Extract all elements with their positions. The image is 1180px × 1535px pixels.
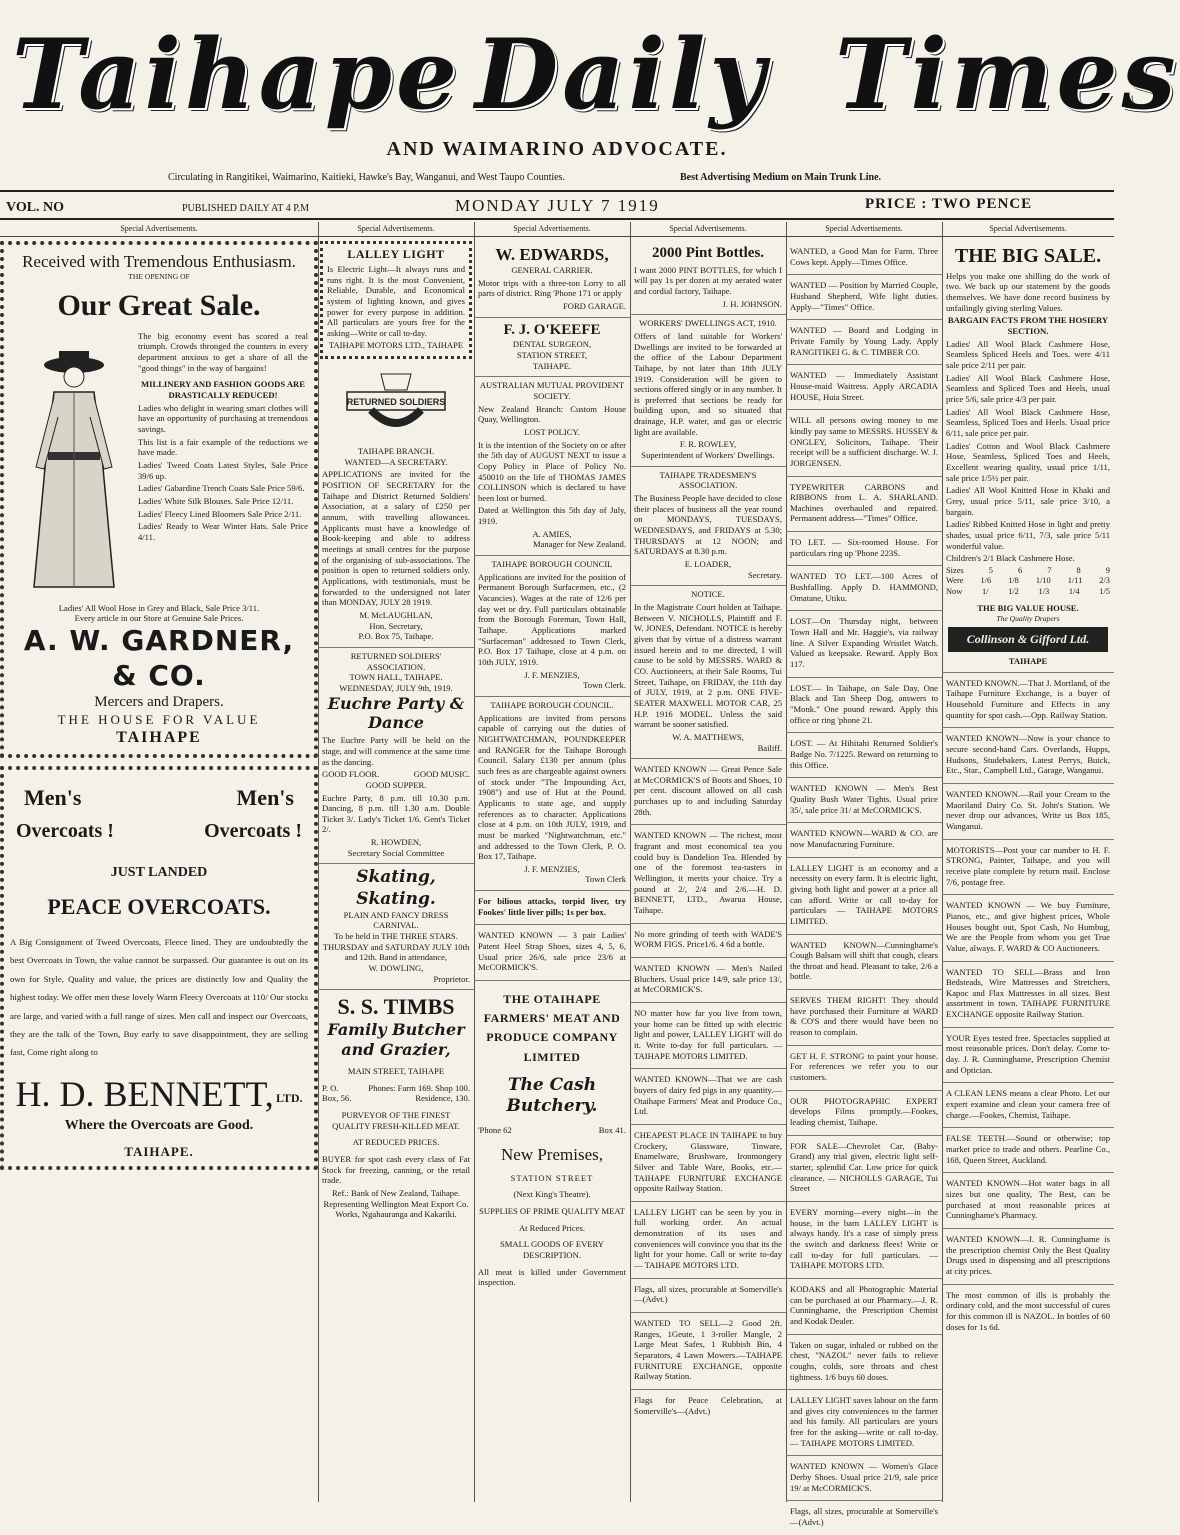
bottles-ad: [630, 241, 786, 315]
gardner-sale-title: Our Great Sale.: [57, 289, 261, 323]
edwards-garage: FORD GARAGE.: [562, 301, 626, 312]
council2-head: TAIHAPE BOROUGH COUNCIL.: [490, 699, 614, 710]
small-ad-text: OUR PHOTOGRAPHIC EXPERT develops Films promptly.—Fookes, leading chemist, Taihape.: [790, 1095, 938, 1128]
gardner-ladies: Ladies who delight in wearing smart clothes will have an opportunity of purchasing at tremendous savings.: [138, 402, 308, 434]
best-medium-note: Best Advertising Medium on Main Trunk Line.: [680, 172, 882, 183]
big-sale-item: Ladies' Ribbed Knitted Hose in light and pretty shades, usual price 6/11, 7/3, sale price 5/11 wonderful value.: [946, 519, 1110, 551]
euchre-music: GOOD MUSIC.: [413, 769, 470, 780]
dwellings-body: Offers of land suitable for Workers' Dwellings are invited to be forwarded at the office of the Labour Department Taihape, by not later than 18th JULY 1919. Consideration will be given to sections offered singly or in any number. It is preferred that sections be ready for building upon, and so situated that drainage, H.P. water, and gas or electric light are available.: [634, 330, 782, 437]
tradesmen-body: The Business People have decided to close their places of business all the year round on MONDAYS, TUESDAYS, WEDNESDAYS, and FRIDAYS at 5.30; THURSDAYS at 12 NOON; and SATURDAYS at 8.30 p.m.: [634, 493, 782, 557]
okeefe-town: TAIHAPE.: [532, 360, 572, 371]
small-ad: [786, 1091, 942, 1136]
small-ad: [630, 1003, 786, 1069]
small-ad: [942, 962, 1114, 1028]
masthead-times: Times: [835, 18, 1180, 131]
edwards-body: Motor trips with a three-ton Lorry to all parts of district. Ring 'Phone 171 or apply: [478, 277, 626, 299]
masthead-daily: Daily: [475, 18, 770, 131]
small-ad: [786, 1501, 942, 1534]
small-ad: [786, 275, 942, 320]
small-ad: [630, 958, 786, 1003]
were-cell: 1/11: [1067, 576, 1083, 586]
council-nightwatchman-ad: [474, 697, 630, 891]
small-ad-text: KODAKS and all Photographic Material can be purchased at our Pharmacy.—J. R. Cunninghame, the Prescription Chemist and Kodak Dealer.: [790, 1283, 938, 1326]
collinson-logo-top: The Quality Drapers: [996, 613, 1060, 623]
big-sale-item: Ladies' All Wool Black Cashmere Hose, Seamless Spliced Heels and Toes. were 4/11 sale price 2/11 per pair.: [946, 338, 1110, 371]
small-ad: [786, 1390, 942, 1456]
small-ad-text: WANTED KNOWN.—Rail your Cream to the Maoriland Dairy Co. St. John's Station. We never drop our advances, Write us Box 185, Wanganui.: [946, 788, 1110, 831]
timbs-name: S. S. TIMBS: [337, 994, 455, 1020]
now-cell: 1/5: [1099, 586, 1110, 596]
small-ad-text: WANTED KNOWN—Cunninghame's Cough Balsam will shift that cough, clears the throat and head. Pleasant to take, 2/6 a bottle.: [790, 939, 938, 982]
timbs-reduced: AT REDUCED PRICES.: [352, 1137, 440, 1148]
rsa-body: APPLICATIONS are invited for the POSITION OF SECRETARY for the Taihape and District Returned Soldiers' Association, at a salary of £250 per annum, with travelling allowances. Applicants must have a knowledge of Book-keeping and able to address meetings at small centres for the purpose of the organising of sub-associations. The position is open to returned soldiers only. Applications, with testimonials, must be forwarded to the undersigned not later than MONDAY, JULY 28 1919.: [322, 469, 470, 608]
tradesmen-ad: [630, 467, 786, 587]
timbs-buyer: BUYER for spot cash every class of Fat Stock for freezing, canning, or the retail trade.: [322, 1154, 470, 1186]
otaihape-supplies: SUPPLIES OF PRIME QUALITY MEAT: [479, 1206, 625, 1217]
euchre-ad: [318, 648, 474, 865]
size-cell: 6: [1018, 565, 1023, 575]
dwellings-ad: [630, 315, 786, 467]
small-ad-text: WANTED TO LET.—100 Acres of Bushfalling. Apply D. HAMMOND, Omatane, Utiku.: [790, 571, 938, 603]
column-3: [474, 222, 630, 1502]
amp-sig-name: A. AMIES,: [532, 528, 572, 539]
big-sale-bargain: BARGAIN FACTS FROM THE HOSIERY SECTION.: [947, 315, 1109, 337]
were-row: [946, 576, 1110, 586]
now-row: [946, 587, 1110, 597]
gardner-millinery: MILLINERY AND FASHION GOODS ARE DRASTICALLY REDUCED!: [141, 379, 305, 400]
column-6: [942, 222, 1114, 1502]
bennett-mens-left: Men's: [24, 784, 82, 810]
otaihape-meat-ad: [474, 981, 630, 1295]
bennett-name: H. D. BENNETT,: [15, 1073, 274, 1114]
small-ad: [786, 935, 942, 991]
small-ad-text: TYPEWRITER CARBONS and RIBBONS from L. A. SHARLAND. Machines overhauled and repaired. Permanent address—"Times" Office.: [790, 481, 938, 524]
small-ad: [630, 924, 786, 958]
small-ad: [630, 759, 786, 825]
column-label: Special Advertisements.: [318, 222, 474, 237]
small-ad: [786, 1202, 942, 1279]
small-ad-text: WANTED KNOWN—Now is your chance to secure second-hand Cars. Overlands, Hupps, Hudsons, Studebakers, Latest Perrys, Buick, Etc., Star., Campbell Ltd., Garage, Wanganui.: [946, 733, 1110, 776]
small-ad-text: Taken on sugar, inhaled or rubbed on the chest, "NAZOL" never fails to relieve coughs, colds, sore throats and chest tightness. 1/6 buys 60 doses.: [790, 1339, 938, 1382]
big-value-house: THE BIG VALUE HOUSE.: [977, 603, 1079, 614]
issue-date: MONDAY JULY 7 1919: [455, 196, 660, 215]
otaihape-killed: All meat is killed under Government inspection.: [478, 1266, 626, 1288]
euchre-head2: TOWN HALL, TAIHAPE. WEDNESDAY, JULY 9th, 1919.: [339, 672, 453, 693]
okeefe-name: F. J. O'KEEFE: [503, 321, 601, 338]
skating-sig-title: Proprietor.: [433, 973, 470, 984]
small-ad-text: Flags for Peace Celebration, at Somerville's—(Advt.): [634, 1395, 782, 1416]
small-ad: [630, 825, 786, 923]
amp-sig-title: Manager for New Zealand.: [532, 539, 626, 550]
okeefe-trade: DENTAL SURGEON,: [512, 339, 592, 350]
small-ad: [786, 990, 942, 1046]
small-ad: [786, 858, 942, 935]
gardner-item: Ladies' Tweed Coats Latest Styles, Sale Price 39/6 up.: [138, 459, 308, 481]
edwards-name: W. EDWARDS,: [495, 245, 609, 264]
bennett-ad: [0, 766, 318, 1170]
amp-branch: New Zealand Branch: Custom House Quay, Wellington.: [478, 403, 626, 425]
small-ad: [630, 1125, 786, 1202]
small-ad-text: WANTED KNOWN.—That J. Mortland, of the Taihape Furniture Exchange, is a buyer of Household Furniture and Effects in any quantity for spot cash.—Opp. Railway Station.: [946, 677, 1110, 720]
gardner-item: Ladies' White Silk Blouses. Sale Price 12/11.: [138, 495, 294, 506]
published-note: PUBLISHED DAILY AT 4 P.M: [182, 203, 310, 214]
were-cell: 1/10: [1035, 576, 1051, 586]
otaihape-goods: SMALL GOODS OF EVERY DESCRIPTION.: [499, 1239, 604, 1260]
big-sale-item: Ladies' Cotton and Wool Black Cashmere Hose, Seamless, Spliced Toes and Heels, Excellent wearing quality, usual price 1/11, sale price 1/5½ per pair.: [946, 440, 1110, 483]
euchre-sig-name: R. HOWDEN,: [370, 837, 422, 848]
small-ad-text: WANTED TO SELL—Brass and Iron Bedsteads, Wire Mattresses and Stretchers, Kapoc and Flax Mattresses in all sizes. Best assortment in town. TAIHAPE FURNITURE EXCHANGE opposite Railway Station.: [946, 966, 1110, 1020]
small-ad-text: A CLEAN LENS means a clear Photo. Let our expert examine and clean your camera free of charge.—Fookes, Chemist, Taihape.: [946, 1088, 1110, 1120]
small-ad: [942, 1083, 1114, 1128]
now-cell: 1/3: [1038, 586, 1050, 596]
size-cell: 8: [1076, 565, 1081, 575]
timbs-trade: Family Butcher and Grazier,: [327, 1020, 465, 1060]
small-ad-text: LALLEY LIGHT can be seen by you in full working order. An actual demonstration of its uses and conveniences will convince you that its the light for your home. Call or write to-day — TAIHAPE MOTORS LTD.: [634, 1206, 782, 1271]
gardner-item: Ladies' Gabardine Trench Coats Sale Price 59/6.: [138, 483, 305, 494]
big-sale-intro: Helps you make one shilling do the work of two. We back up our statement by the goods themselves. We have done record business by unfailingly giving sterling Values.: [946, 270, 1110, 313]
small-ad-text: FOR SALE—Chevrolet Car, (Baby-Grand) any trial given, electric light self-starter, splendid Car. Low price for quick clearance. — NICHOLLS GARAGE, Tui Street: [790, 1140, 938, 1194]
column-label: Special Advertisements.: [786, 222, 942, 237]
timbs-purveyor: PURVEYOR OF THE FINEST QUALITY FRESH-KILLED MEAT.: [332, 1110, 460, 1131]
top-rule: [0, 190, 1114, 192]
gardner-item: Ladies' Fleecy Lined Bloomers Sale Price 2/11.: [138, 508, 302, 519]
masthead: [0, 0, 1180, 230]
skating-body: To be held in THE THREE STARS. THURSDAY and SATURDAY JULY 10th and 12th. Band in attendance,: [322, 930, 470, 963]
liver-pills-ad: [474, 891, 630, 925]
euchre-times: Euchre Party, 8 p.m. till 10.30 p.m. Dancing, 8 p.m. till 1.30 a.m. Double Ticket 3/. Lady's Ticket 1/6. Gent's Ticket 2/.: [322, 792, 470, 835]
small-ad: [942, 1128, 1114, 1173]
notice-sig-name: W. A. MATTHEWS,: [672, 731, 744, 742]
skating-sub: PLAIN AND FANCY DRESS CARNIVAL.: [343, 909, 449, 931]
small-ad-text: Flags, all sizes, procurable at Somerville's—(Advt.): [634, 1283, 782, 1305]
small-ad-text: LALLEY LIGHT saves labour on the farm and gives city conveniences to the farmer and his family. All particulars are yours free for the asking—write or call to-day. — TAIHAPE MOTORS LIMITED.: [790, 1395, 938, 1448]
collinson-town: TAIHAPE: [1008, 656, 1048, 667]
tradesmen-head: TAIHAPE TRADESMEN'S ASSOCIATION.: [659, 469, 757, 491]
gardner-hose: Ladies' All Wool Hose in Grey and Black, Sale Price 3/11.: [58, 602, 260, 613]
notice-ad: [630, 586, 786, 759]
small-ad-text: WANTED KNOWN—J. R. Cunninghame is the prescription chemist Only the Best Quality Drugs used in dispensing and all prescriptions at city prices.: [946, 1233, 1110, 1276]
small-ad-text: CHEAPEST PLACE IN TAIHAPE to buy Crockery, Glassware, Tinware, Enamelware, Brushware, Ironmongery Silver and Table Ware, Books, etc.—TAIHAPE FURNITURE EXCHANGE opposite Railway Station.: [634, 1129, 782, 1194]
gardner-headline: Received with Tremendous Enthusiasm.: [22, 252, 296, 271]
timbs-po: P. O. Box, 56.: [322, 1082, 352, 1104]
rsa-sig-address: P.O. Box 75, Taihape.: [358, 631, 434, 642]
small-ad-text: LOST.— In Taihape, on Sale Day, One Black and Tan Sheep Dog, answers to "Monk." One pound reward. Apply this office or ring 'phone 21.: [790, 682, 938, 725]
bennett-body: A Big Consignment of Tweed Overcoats, Fleece lined. They are undoubtedly the best Overcoats in Town, the value cannot be surpassed. Our guarantee is out on its own for Style, Quality and value, the prices are distinctly low and Quality the highest today. We offer men these lovely Warm Fleecy Overcoats at 110/ Our stocks are large, and varied with a full range of sizes. Men call and inspect our Overcoats, they are the talk of the Town, Buy early to save disappointment, they are selling fast, Come right along to: [10, 936, 308, 1058]
column-label: Special Advertisements.: [942, 222, 1114, 237]
small-ad-text: EVERY morning—every night—in the house, in the barn LALLEY LIGHT is always handy. It's a case of simply press the switch and darkness flees! Write or call to-day for full particulars. — TAIHAPE MOTORS LTD.: [790, 1206, 938, 1271]
small-ad-text: WANTED — Position by Married Couple, Husband Shepherd, Wife light duties. Apply—"Times" Office.: [790, 280, 938, 312]
small-ad: [942, 1173, 1114, 1229]
council1-body: Applications are invited for the position of Permanent Borough Surfacemen, etc., (2 Vacancies). Wages at the rate of 12/6 per day wet or dry. Full particulars obtainable from the Borough Foreman, Town Hall, Taihape. Applications marked "Surfaceman" addressed to Town Clerk, P.O. Box 17 Taihape, close at 4 p.m. on 10th JULY, 1919.: [478, 571, 626, 668]
gardner-item: Ladies' Ready to Wear Winter Hats. Sale Price 4/11.: [138, 521, 308, 542]
subtitle: AND WAIMARINO ADVOCATE.: [386, 138, 728, 160]
small-ad-text: WANTED KNOWN—WARD & CO. are now Manufacturing Furniture.: [790, 828, 938, 849]
small-ad: [786, 1456, 942, 1501]
column-2: [318, 222, 474, 1502]
big-sale-ad: [942, 241, 1114, 673]
amp-lost: LOST POLICY.: [524, 426, 580, 437]
small-ad-text: WANTED — Board and Lodging in Private Family by Young Lady. Apply RANGITIKEI G. & C. TIMBER CO.: [790, 325, 938, 357]
amp-head: AUSTRALIAN MUTUAL PROVIDENT SOCIETY.: [479, 380, 625, 401]
small-ad: [786, 1279, 942, 1335]
volume: VOL. NO: [6, 200, 65, 215]
were-cell: 2/3: [1099, 576, 1110, 586]
now-cell: 1/: [981, 586, 989, 596]
size-cell: 9: [1105, 565, 1110, 575]
were-cell: 1/6: [980, 576, 992, 586]
now-label: Now: [946, 586, 963, 596]
now-cell: 1/4: [1068, 586, 1080, 596]
small-ad-text: WANTED — Immediately Assistant House-maid Waitress. Apply ARCADIA HOUSE, Huia Street.: [790, 370, 938, 402]
gardner-every: Every article in our Store at Genuine Sale Prices.: [74, 613, 244, 624]
euchre-body: The Euchre Party will be held on the stage, and will commence at the same time as the dancing.: [322, 735, 470, 767]
bottles-body: I want 2000 PINT BOTTLES, for which I will pay 1s per dozen at my aerated water and cordial factory, Taihape.: [634, 264, 782, 296]
column-label: Special Advertisements.: [0, 222, 318, 237]
big-sale-item: Ladies' All Wool Black Cashmere Hose, Seamless and Spliced Toes and Heels, usual price 5/6, sale price 4/3 per pair.: [946, 372, 1110, 405]
otaihape-premises: New Premises,: [501, 1144, 603, 1164]
small-ad: [942, 1229, 1114, 1285]
small-ad: [942, 840, 1114, 896]
small-ad-text: TO LET. — Six-roomed House. For particulars ring up 'Phone 223S.: [790, 537, 938, 558]
otaihape-box: Box 41.: [598, 1124, 626, 1135]
small-ad: [942, 728, 1114, 784]
timbs-street: MAIN STREET, TAIHAPE: [347, 1066, 445, 1077]
small-ad: [786, 778, 942, 823]
rsa-wanted: WANTED—A SECRETARY.: [344, 456, 448, 467]
small-ad-text: SERVES THEM RIGHT! They should have purchased their Furniture at WARD & CO'S and there would have been no reason to complain.: [790, 995, 938, 1038]
small-ad-text: WANTED KNOWN — Women's Glace Derby Shoes. Usual price 21/9, sale price 19/ at McCORMICK'S.: [790, 1461, 938, 1493]
okeefe-ad: [474, 318, 630, 378]
small-ad: [786, 823, 942, 857]
council2-sig-name: J. F. MENZIES,: [524, 863, 580, 874]
council1-head: TAIHAPE BOROUGH COUNCIL: [491, 559, 613, 570]
small-ad-text: WANTED KNOWN — Men's Best Quality Bush Water Tights. Usual price 35/, sale price 31/ at McCORMICK'S.: [790, 783, 938, 815]
council1-sig-name: J. F. MENZIES,: [524, 669, 580, 680]
small-ad: [786, 532, 942, 566]
small-ad-text: WANTED KNOWN — The richest, most fragrant and most economical tea you could buy is Dandelion Tea. Blended by one of the foremost tea-tasters in Wellington, it merits your choice. Try a pound at 2/, 2/4 and 2/6.—H. D. BENNETT, LTD., Awarua House, Taihape.: [634, 830, 782, 916]
edwards-trade: GENERAL CARRIER.: [511, 265, 593, 276]
size-cell: 5: [988, 565, 993, 575]
small-ad: [786, 1046, 942, 1091]
timbs-phones: Phones: Farm 169. Shop 100. Residence, 130.: [368, 1082, 470, 1104]
small-ad: [786, 611, 942, 677]
otaihape-next: (Next King's Theatre).: [513, 1189, 591, 1200]
small-ad: [786, 477, 942, 533]
small-ad-text: LOST. — At Hihitahi Returned Soldier's Badge No. 7/1225. Reward on returning to this Office.: [790, 738, 938, 770]
rsa-emblem-text: RETURNED SOLDIERS: [346, 397, 446, 408]
small-ad: [630, 1069, 786, 1125]
skating-sig-name: W. DOWLING,: [368, 962, 424, 973]
bennett-overcoats-left: Overcoats !: [16, 820, 114, 843]
gardner-intro: The big economy event has scored a real triumph. Crowds thronged the counters in every department anxious to get a share of all the "good things" in the way of bargains!: [138, 330, 308, 373]
rsa-secretary-ad: [318, 361, 474, 648]
lalley-title: LALLEY LIGHT: [347, 247, 445, 261]
small-ad: [786, 365, 942, 410]
small-ad: [786, 1335, 942, 1391]
amp-dated: Dated at Wellington this 5th day of July, 1919.: [478, 505, 626, 527]
rsa-branch: TAIHAPE BRANCH.: [357, 446, 435, 457]
size-cell: 7: [1047, 565, 1052, 575]
small-ad: [942, 1028, 1114, 1084]
small-ad: [630, 1202, 786, 1279]
small-ad-text: FALSE TEETH.—Sound or otherwise; top market price to trade and others. Pearline Co., 168, Queen Street, Auckland.: [946, 1133, 1110, 1165]
council-surfacemen-ad: [474, 556, 630, 697]
small-ad: [630, 1279, 786, 1313]
euchre-floor: GOOD FLOOR.: [322, 769, 380, 780]
big-sale-item: Ladies' All Wool Black Cashmere Hose, Seamless, Spliced Toes and Heels. Usual price 6/11, sale price per pair.: [946, 406, 1110, 438]
big-sale-item: Children's 2/1 Black Cashmere Hose.: [946, 553, 1075, 564]
otaihape-name: THE OTAIHAPE FARMERS' MEAT AND PRODUCE COMPANY LIMITED: [483, 992, 621, 1064]
otaihape-street: STATION STREET: [510, 1172, 594, 1183]
small-ad: [786, 678, 942, 734]
bennett-landed: JUST LANDED: [110, 865, 208, 881]
were-label: Were: [946, 576, 964, 586]
timbs-ref: Ref.: Bank of New Zealand, Taihape. Representing Wellington Meat Export Co. Works, Ngahauranga and Kakariki.: [323, 1188, 469, 1220]
gardner-opening: THE OPENING OF: [128, 272, 190, 282]
dwellings-sig-name: F. R. ROWLEY,: [679, 439, 737, 450]
gardner-ad: [0, 241, 318, 758]
gardner-motto: THE HOUSE FOR VALUE: [57, 712, 261, 728]
small-ad-text: WILL all persons owing money to me kindly pay same to MESSRS. HUSSEY & ONGLEY, Solicitors, Taihape. Their receipt will be a sufficient discharge. W. J. JORGENSEN.: [790, 415, 938, 468]
mccormick-ad: [474, 925, 630, 981]
gardner-name: A. W. GARDNER, & CO.: [23, 623, 295, 692]
gardner-trade: Mercers and Drapers.: [94, 694, 224, 711]
tradesmen-sig-name: E. LOADER,: [684, 559, 732, 569]
now-cell: 1/2: [1008, 586, 1019, 596]
bennett-mens-right: Men's: [236, 784, 294, 810]
amp-ad: [474, 377, 630, 556]
council2-sig-title: Town Clerk: [585, 874, 626, 885]
small-ad: [942, 895, 1114, 961]
liver-pills-text: For bilious attacks, torpid liver, try Fookes' little liver pills; 1s per box.: [478, 896, 626, 917]
small-ad: [786, 320, 942, 365]
euchre-head1: RETURNED SOLDIERS' ASSOCIATION.: [350, 650, 442, 672]
skating-ad: [318, 864, 474, 990]
small-ad-text: No more grinding of teeth with WADE'S WORM FIGS. Price1/6. 4 6d a bottle.: [634, 928, 782, 950]
small-ad-text: WANTED KNOWN — Men's Nailed Bluchers. Usual price 14/9, sale price 13/, at McCORMICK'S.: [634, 963, 782, 995]
notice-body: In the Magistrate Court holden at Taihape. Between V. NICHOLLS, Plaintiff and F. W. JONES, Defendant. NOTICE is hereby given that by virtue of a distress warrant issued herein and to me directed, I will cause to be sold by MESSRS. WARD & CO. Auctioneers, at their Sale Rooms, Tui Street, Taihape, on FRIDAY, the 11th day of JULY, 1919, at 2 p.m. ONE FIVE-SEATER MAXWELL MOTOR CAR, 25 H.P. 1916 MODEL. Unless the said warrant be sooner satisfied.: [634, 601, 782, 730]
small-ad-text: WANTED KNOWN—Hot water bags in all sizes but one quality, The Best, can be purchased at most reasonable prices at Cunninghame's Pharmacy.: [946, 1178, 1110, 1221]
small-ad: [942, 1285, 1114, 1340]
small-ad: [942, 784, 1114, 840]
small-ad-text: The most common of ills is probably the ordinary cold, and the most successful of cures for this common ill is NAZOL. In bottles of 60 doses for 1s 6d.: [946, 1289, 1110, 1332]
rsa-sig-name: M. McLAUGHLAN,: [359, 609, 433, 620]
rsa-sig-title: Hon. Secretary,: [369, 620, 423, 631]
euchre-title: Euchre Party & Dance: [327, 693, 465, 733]
okeefe-street: STATION STREET,: [516, 349, 588, 360]
amp-body: It is the intention of the Society on or after the 5th day of AUGUST NEXT to issue a Copy Policy in Place of Policy No. 450010 on the life of THOMAS JAMES COLLINSON which is declared to have been lost or burned.: [478, 439, 626, 503]
dwellings-sig-title: Superintendent of Workers' Dwellings.: [641, 450, 775, 461]
small-ad: [786, 566, 942, 611]
notice-sig-title: Bailiff.: [757, 742, 782, 753]
bennett-overcoats-right: Overcoats !: [204, 820, 302, 843]
big-sale-title: THE BIG SALE.: [954, 245, 1102, 267]
small-ad-text: WANTED KNOWN—That we are cash buyers of dairy fed pigs in any quantity.—Otaihape Farmers' Meat and Produce Co., Ltd.: [634, 1074, 782, 1117]
small-ad-text: MOTORISTS—Post your car number to H. F. STRONG, Painter, Taihape, and you will receive plate complete by return mail. Enclose 7/6, postage free.: [946, 844, 1110, 887]
euchre-sig-title: Secretary Social Committee: [347, 847, 445, 858]
tradesmen-sig-title: Secretary.: [747, 569, 782, 580]
small-ad-text: WANTED KNOWN — We buy Furniture, Pianos, etc., and give highest prices, Whole Houses bought out, Spot Cash, No Humbug, We are the People from whom you get True Value, always. F. WARD & CO Auctioneers.: [946, 900, 1110, 953]
lalley-body: Is Electric Light—It always runs and runs right. It is the most Convenient, Reliable, Durable, and Economical system of lighting known, and gives power for every purpose in addition. All particulars are yours free for the asking—Write or call to-day.: [327, 263, 465, 338]
bennett-ltd: LTD.: [275, 1091, 303, 1106]
big-sale-item: Ladies' All Wool Knitted Hose in Khaki and Grey, usual price 5/11, sale price 3/10, a bargain.: [946, 485, 1110, 517]
masthead-taihape: Taihape: [12, 18, 462, 131]
bottom-rule: [0, 218, 1114, 220]
were-cell: 1/8: [1008, 576, 1019, 586]
column-1: [0, 222, 318, 1502]
dwellings-head: WORKERS' DWELLINGS ACT, 1910.: [639, 318, 777, 329]
small-ad: [786, 241, 942, 275]
bennett-town: TAIHAPE.: [124, 1143, 194, 1159]
small-ad-text: YOUR Eyes tested free. Spectacles supplied at most reasonable prices. Don't delay. Come to-day. J. R. Cunninghame, Prescription Chemist and Optician.: [946, 1032, 1110, 1075]
circulation-note: Circulating in Rangitikei, Waimarino, Kaitieki, Hawke's Bay, Wanganui, and West Taupo Counties.: [168, 172, 565, 183]
lalley-light-ad: [320, 241, 472, 359]
small-ad-text: Flags, all sizes, procurable at Somerville's—(Advt.): [790, 1506, 938, 1528]
bennett-peace: PEACE OVERCOATS.: [47, 894, 271, 920]
small-ad: [630, 1313, 786, 1390]
small-ad: [786, 410, 942, 476]
mccormick-text: WANTED KNOWN — 3 pair Ladies' Patent Heel Strap Shoes, sizes 4, 5, 6, Usual price 26/6, sale price 23/6 at McCORMICK'S.: [478, 930, 626, 973]
sizes-label: Sizes: [946, 565, 964, 575]
small-ad-text: LOST—On Thursday night, between Town Hall and Mr. Haggie's, via railway line. A Silver Expanding Wristlet Watch. Valued as keepsake. Reward. Apply Box 117.: [790, 616, 938, 670]
column-label: Special Advertisements.: [630, 222, 786, 237]
small-ad-text: NO matter how far you live from town, your home can be fitted up with electric light and power, LALLEY LIGHT will do it. Write to-day for full particulars. — TAIHAPE MOTORS LIMITED.: [634, 1007, 782, 1061]
otaihape-reduced: At Reduced Prices.: [518, 1222, 586, 1233]
column-5: [786, 222, 942, 1528]
collinson-gifford-logo: Collinson & Gifford Ltd.: [948, 627, 1108, 652]
column-label: Special Advertisements.: [474, 222, 630, 237]
small-ad: [786, 733, 942, 778]
edwards-ad: [474, 241, 630, 318]
council1-sig-title: Town Clerk.: [583, 680, 626, 691]
small-ad-text: GET H. F. STRONG to paint your house. For references we refer you to our customers.: [790, 1050, 938, 1083]
gardner-list-intro: This list is a fair example of the reductions we have made.: [138, 436, 308, 458]
sizes-row: [946, 566, 1110, 576]
column-4: [630, 222, 786, 1502]
otaihape-phone: 'Phone 62: [478, 1124, 512, 1135]
euchre-supper: GOOD SUPPER.: [365, 779, 427, 790]
rsa-badge-icon: [341, 370, 451, 440]
notice-head: NOTICE.: [691, 589, 725, 600]
lalley-firm: TAIHAPE MOTORS LTD., TAIHAPE: [328, 340, 464, 351]
otaihape-butchery: The Cash Butchery.: [506, 1074, 598, 1116]
bottles-head: 2000 Pint Bottles.: [651, 245, 765, 261]
timbs-ad: [318, 990, 474, 1225]
council2-body: Applications are invited from persons capable of carrying out the duties of NIGHTWATCHMAN, POUNDKEEPER and RANGER for the Taihape Borough Council. Salary £130 per annum (plus such fees as are chargeable against owners of stock under "The Impounding Act, 1908") and use of Hut at the Pound. Applicants to state age, and supply references as to character. Applications close at 4 p.m. on 10th JULY, 1919, and must be marked "Nightwatchman, etc." and addressed to the Town Clerk, P. O. Box 17, Taihape.: [478, 712, 626, 862]
bennett-slogan: Where the Overcoats are Good.: [64, 1117, 254, 1133]
price: PRICE : TWO PENCE: [865, 196, 1033, 212]
skating-title: Skating, Skating.: [356, 867, 436, 909]
gardner-town: TAIHAPE: [116, 729, 202, 747]
lady-figure-illustration: [14, 337, 134, 597]
small-ad-text: WANTED TO SELL—2 Good 2ft. Ranges, 1Geute, 1 3-roller Mangle, 2 Large Meat Safes, 1 Rubbish Bin, 4 Separators, 4 Lawn Mowers.—TAIHAPE FURNITURE EXCHANGE, opposite Railway Station.: [634, 1318, 782, 1382]
small-ad-text: LALLEY LIGHT is an economy and a necessity on every farm. It is electric light, giving both light and power at a price all can afford. Write or call to-day for particulars — TAIHAPE MOTORS LIMITED.: [790, 862, 938, 926]
small-ad-text: WANTED, a Good Man for Farm. Three Cows kept. Apply—Times Office.: [790, 246, 938, 267]
small-ad: [942, 673, 1114, 729]
small-ad-text: WANTED KNOWN — Great Pence Sale at McCORMICK'S of Boots and Shoes, 10 per cent. discount allowed on all cash purchases up to and including Saturday 28th.: [634, 764, 782, 817]
small-ad: [786, 1136, 942, 1202]
small-ad: [630, 1390, 786, 1423]
bottles-sig: J. H. JOHNSON.: [722, 298, 782, 309]
